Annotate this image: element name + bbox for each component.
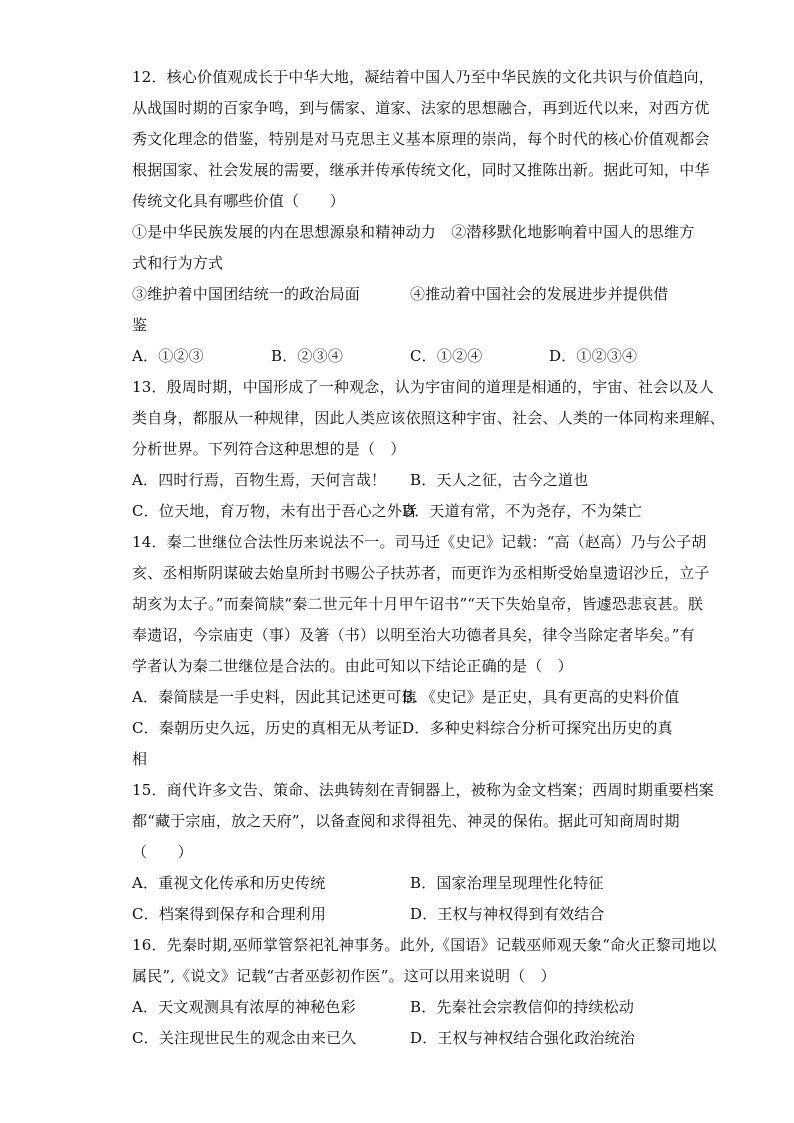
option-b[interactable]: B．先秦社会宗教信仰的持续松动 bbox=[410, 998, 635, 1016]
options-row bbox=[132, 496, 672, 527]
option-d[interactable]: D．多种史料综合分析可探究出历史的真 bbox=[402, 719, 673, 737]
option-d-continuation: 相 bbox=[132, 750, 148, 768]
options-row bbox=[132, 713, 672, 744]
option-c[interactable]: C．位天地，育万物，未有出于吾心之外者 bbox=[132, 502, 418, 520]
options-row bbox=[132, 465, 672, 496]
question-stem-line: 传统文化具有哪些价值（ ） bbox=[132, 192, 345, 210]
options-row bbox=[132, 682, 680, 713]
statement-line: ①是中华民族发展的内在思想源泉和精神动力 ②潜移默化地影响着中国人的思维方 bbox=[132, 223, 695, 241]
option-c[interactable]: C．档案得到保存和合理利用 bbox=[132, 905, 327, 923]
question-stem-line: （ ） bbox=[132, 843, 193, 861]
statement-row bbox=[132, 279, 672, 310]
option-c[interactable]: C．①②④ bbox=[410, 347, 483, 365]
options-row bbox=[132, 1023, 672, 1054]
option-b[interactable]: B．《史记》是正史，具有更高的史料价值 bbox=[402, 688, 680, 706]
question-stem-line: 亥、丞相斯阴谋破去始皇所封书赐公子扶苏者，而更诈为丞相斯受始皇遗诏沙丘，立子 bbox=[132, 564, 710, 582]
option-a[interactable]: A．天文观测具有浓厚的神秘色彩 bbox=[132, 998, 356, 1016]
question-14 bbox=[132, 527, 710, 775]
question-stem-line: 学者认为秦二世继位是合法的。由此可知以下结论正确的是（ ） bbox=[132, 657, 573, 675]
option-a[interactable]: A．四时行焉，百物生焉，天何言哉！ bbox=[132, 471, 387, 489]
question-stem-line: 13．殷周时期，中国形成了一种观念，认为宇宙间的道理是相通的，宇宙、社会以及人 bbox=[132, 378, 714, 396]
question-stem-line: 12．核心价值观成长于中华大地，凝结着中国人乃至中华民族的文化共识与价值趋向， bbox=[132, 68, 714, 86]
option-c[interactable]: C．秦朝历史久远，历史的真相无从考证 bbox=[132, 719, 403, 737]
statement-3: ③维护着中国团结统一的政治局面 bbox=[132, 285, 361, 303]
question-16 bbox=[132, 930, 717, 1054]
question-stem-line: 根据国家、社会发展的需要，继承并传承传统文化，同时又推陈出新。据此可知，中华 bbox=[132, 161, 710, 179]
option-a[interactable]: A．重视文化传承和历史传统 bbox=[132, 874, 326, 892]
question-stem-line: 胡亥为太子。”而秦简牍“秦二世元年十月甲午诏书”“天下失始皇帝，皆遽恐悲哀甚。朕 bbox=[132, 595, 704, 613]
option-b[interactable]: B．②③④ bbox=[271, 347, 344, 365]
option-c[interactable]: C．关注现世民生的观念由来已久 bbox=[132, 1029, 357, 1047]
options-row bbox=[132, 899, 672, 930]
question-stem-line: 类自身，都服从一种规律，因此人类应该依照这种宇宙、社会、人类的一体同构来理解、 bbox=[132, 409, 725, 427]
exam-page bbox=[132, 62, 725, 1054]
option-b[interactable]: B．天人之征，古今之道也 bbox=[410, 471, 589, 489]
question-stem-line: 分析世界。下列符合这种思想的是（ ） bbox=[132, 440, 406, 458]
question-stem-line: 奉遗诏，今宗庙吏（事）及箸（书）以明至治大功德者具矣，律令当除定者毕矣。”有 bbox=[132, 626, 695, 644]
question-13 bbox=[132, 372, 725, 527]
option-b[interactable]: B．国家治理呈现理性化特征 bbox=[410, 874, 604, 892]
question-stem-line: 从战国时期的百家争鸣，到与儒家、道家、法家的思想融合，再到近代以来，对西方优 bbox=[132, 99, 710, 117]
option-d[interactable]: D．①②③④ bbox=[549, 347, 638, 365]
statement-line: 式和行为方式 bbox=[132, 254, 224, 272]
question-stem-line: 秀文化理念的借鉴，特别是对马克思主义基本原理的崇尚，每个时代的核心价值观都会 bbox=[132, 130, 710, 148]
question-stem-line: 16．先秦时期,巫师掌管祭祀礼神事务。此外,《国语》记载巫师观天象“命火正黎司地以 bbox=[132, 936, 717, 954]
question-stem-line: 属民”,《说文》记载“古者巫彭初作医”。这可以用来说明（ ） bbox=[132, 967, 556, 985]
option-a[interactable]: A．秦简牍是一手史料，因此其记述更可信 bbox=[132, 688, 417, 706]
question-stem-line: 15．商代许多文告、策命、法典铸刻在青铜器上，被称为金文档案；西周时期重要档案 bbox=[132, 781, 714, 799]
question-15 bbox=[132, 775, 714, 930]
option-d[interactable]: D．王权与神权得到有效结合 bbox=[410, 905, 605, 923]
option-a[interactable]: A．①②③ bbox=[132, 347, 204, 365]
options-row bbox=[132, 341, 672, 372]
statement-4: ④推动着中国社会的发展进步并提供借 bbox=[410, 285, 669, 303]
question-stem-line: 14．秦二世继位合法性历来说法不一。司马迁《史记》记载：“高（赵高）乃与公子胡 bbox=[132, 533, 707, 551]
statement-line: 鉴 bbox=[132, 316, 148, 334]
question-12 bbox=[132, 62, 714, 372]
option-d[interactable]: D．天道有常，不为尧存，不为桀亡 bbox=[402, 502, 643, 520]
option-d[interactable]: D．王权与神权结合强化政治统治 bbox=[410, 1029, 636, 1047]
question-stem-line: 都“藏于宗庙，放之天府”，以备查阅和求得祖先、神灵的保佑。据此可知商周时期 bbox=[132, 812, 680, 830]
options-row bbox=[132, 868, 672, 899]
options-row bbox=[132, 992, 672, 1023]
